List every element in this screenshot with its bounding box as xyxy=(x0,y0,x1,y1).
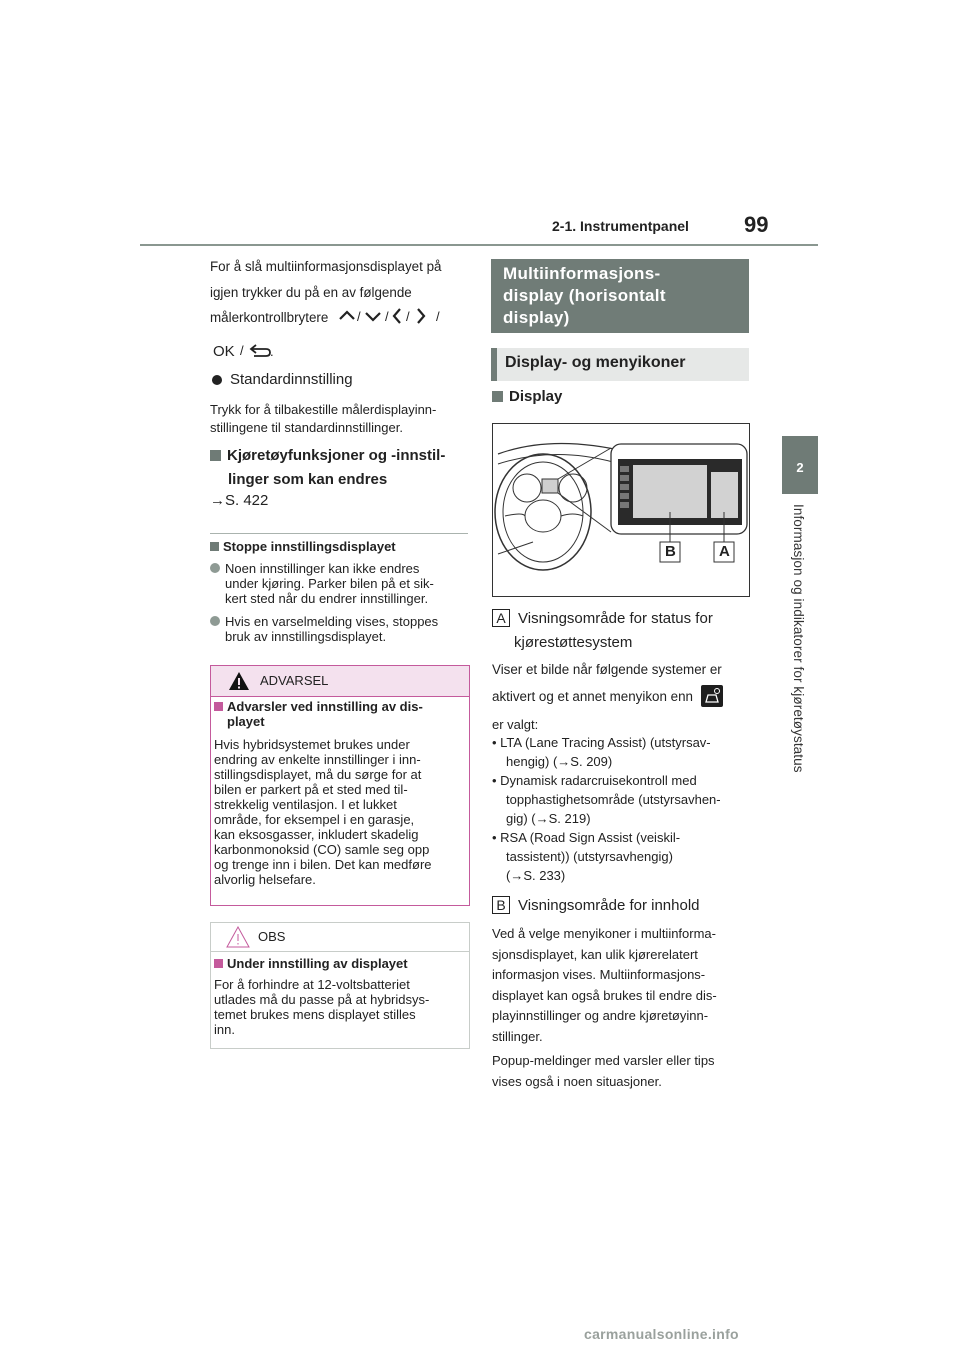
warning-line: område, for eksempel i en garasje, xyxy=(214,812,415,827)
notice-line: utlades må du passe på at hybridsys- xyxy=(214,992,430,1007)
a-text-2-line xyxy=(492,685,723,708)
warning-line: alvorlig helsefare. xyxy=(214,872,316,887)
notice-line: temet brukes mens displayet stilles xyxy=(214,1007,416,1022)
kj-ref-line xyxy=(210,492,268,509)
b-body xyxy=(492,924,717,1092)
caution-triangle-icon xyxy=(226,926,250,948)
b-line: informasjon vises. Multiinformasjons- xyxy=(492,967,706,982)
ok-back-line xyxy=(213,340,276,363)
stop-b1-line-2: under kjøring. Parker bilen på et sik- xyxy=(225,576,434,591)
warning-line: og trenge inn i bilen. Det kan medføre xyxy=(214,857,432,872)
square-bullet-icon xyxy=(210,542,219,551)
notice-title xyxy=(214,956,408,971)
a-list-item: topphastighetsområde (utstyrsavhen- xyxy=(506,792,721,807)
intro-line-1: For å slå multiinformasjonsdisplayet på xyxy=(210,259,442,274)
dot-bullet-icon xyxy=(210,616,220,626)
display-title: Display xyxy=(509,388,563,405)
warning-line: bilen er parkert på et sted med til- xyxy=(214,782,408,797)
kj-title-1: Kjøretøyfunksjoner og -innstil- xyxy=(227,447,446,464)
a-title-2: kjørestøttesystem xyxy=(514,634,633,651)
a-list-item: gig) (→S. 219) xyxy=(506,811,591,826)
warning-line: strekkelig ventilasjon. I et lukket xyxy=(214,797,397,812)
stop-bullet-1 xyxy=(210,561,434,606)
svg-text:/: / xyxy=(385,309,389,324)
kj-heading xyxy=(210,444,445,492)
intro-line-3-text: målerkontrollbrytere xyxy=(210,310,329,325)
std-text-1: Trykk for å tilbakestille målerdisplayinn- xyxy=(210,402,437,417)
notice-divider xyxy=(211,951,469,952)
notice-line: inn. xyxy=(214,1022,235,1037)
section-divider xyxy=(210,533,468,534)
b-line: displayet kan også brukes til endre dis- xyxy=(492,987,717,1003)
dot-bullet-icon xyxy=(210,563,220,573)
dashboard-drawing xyxy=(493,424,749,596)
notice-line: For å forhindre at 12-voltsbatteriet xyxy=(214,977,410,992)
b-line: sjonsdisplayet, kan ulik kjørerelatert xyxy=(492,946,698,962)
stop-b2-line-1: Hvis en varselmelding vises, stoppes xyxy=(225,614,439,629)
notice-title-text: Under innstilling av displayet xyxy=(227,956,408,971)
b-line: Ved å velge menyikoner i multiinforma- xyxy=(492,926,716,941)
a-list-item: • LTA (Lane Tracing Assist) (utstyrsav- xyxy=(492,735,711,750)
svg-text:/: / xyxy=(436,309,440,324)
b-line: stillinger. xyxy=(492,1028,543,1044)
chapter-tab: 2 xyxy=(782,436,818,494)
a-text-3: er valgt: xyxy=(492,717,539,732)
header-rule xyxy=(140,244,818,246)
ok-label: OK xyxy=(213,343,235,360)
subsection-heading-text: Display- og menyikoner xyxy=(505,354,686,371)
std-title: Standardinnstilling xyxy=(230,371,353,388)
heading-line-3: display) xyxy=(503,308,570,327)
warning-header xyxy=(211,666,469,697)
a-list-item: hengig) (→S. 209) xyxy=(506,754,613,769)
stop-title: Stoppe innstillingsdisplayet xyxy=(223,539,396,554)
std-text-2: stillingene til standardinnstillinger. xyxy=(210,420,403,435)
section-heading-bar xyxy=(491,259,749,333)
page-number: 99 xyxy=(744,212,769,237)
chapter-caption: Informasjon og indikatorer for kjøretøystatus xyxy=(791,504,806,773)
std-heading xyxy=(212,371,353,388)
watermark: carmanualsonline.info xyxy=(584,1326,739,1342)
warning-title-1: Advarsler ved innstilling av dis- xyxy=(227,699,423,714)
a-list-item: (→S. 233) xyxy=(506,868,566,883)
svg-text:.: . xyxy=(270,344,275,359)
a-list-item: • RSA (Road Sign Assist (veiskil- xyxy=(492,830,681,845)
chevron-right-icon xyxy=(418,309,424,323)
square-bullet-icon xyxy=(214,702,223,711)
section-title: 2-1. Instrumentpanel xyxy=(552,218,689,234)
display-heading xyxy=(492,388,562,405)
a-list xyxy=(492,733,721,885)
kj-ref: S. 422 xyxy=(225,492,269,509)
figure-label-a: A xyxy=(719,543,730,560)
figure-label-b: B xyxy=(665,543,676,560)
notice-body xyxy=(214,977,429,1037)
warning-title xyxy=(214,699,423,729)
warning-triangle-icon xyxy=(228,671,250,691)
square-bullet-icon xyxy=(214,959,223,968)
kj-title-2: linger som kan endres xyxy=(228,471,388,488)
svg-text:/: / xyxy=(357,309,361,324)
b-line: vises også i noen situasjoner. xyxy=(492,1073,662,1089)
a-text-1: Viser et bilde når følgende systemer er xyxy=(492,662,722,677)
a-list-item: • Dynamisk radarcruisekontroll med xyxy=(492,773,697,788)
warning-title-2: playet xyxy=(227,714,265,729)
subsection-heading-bar xyxy=(491,348,749,381)
heading-line-1: Multiinformasjons- xyxy=(503,264,661,283)
a-list-item: tassistent)) (utstyrsavhengig) xyxy=(506,849,673,864)
b-title: Visningsområde for innhold xyxy=(518,897,700,914)
label-box-b: B xyxy=(492,896,510,914)
b-line: Popup-meldinger med varsler eller tips xyxy=(492,1053,715,1068)
back-icon xyxy=(238,341,276,359)
warning-label: ADVARSEL xyxy=(260,673,329,688)
stop-b1-line-3: kert sted når du endrer innstillinger. xyxy=(225,591,429,606)
square-bullet-icon xyxy=(210,450,221,461)
label-box-a: A xyxy=(492,609,510,627)
bullet-icon xyxy=(212,375,222,385)
svg-text:/: / xyxy=(240,343,245,358)
chevron-down-icon xyxy=(366,313,380,320)
warning-body xyxy=(214,737,432,887)
notice-label: OBS xyxy=(258,929,286,944)
a-text-2: aktivert og et annet menyikon enn xyxy=(492,689,693,704)
warning-line: karbonmonoksid (CO) samle seg opp xyxy=(214,842,430,857)
svg-text:/: / xyxy=(406,309,410,324)
stop-heading xyxy=(210,539,396,554)
heading-line-2: display (horisontalt xyxy=(503,286,666,305)
chevron-left-icon xyxy=(394,309,400,323)
chevron-up-icon xyxy=(340,312,354,319)
intro-line-2: igjen trykker du på en av følgende xyxy=(210,285,412,300)
arrow-icon: → xyxy=(210,492,225,509)
a-heading xyxy=(492,607,713,655)
intro-line-3 xyxy=(210,306,446,329)
dashboard-illustration xyxy=(492,423,750,597)
b-line: playinnstillinger og andre kjøretøyinn- xyxy=(492,1008,709,1023)
square-bullet-icon xyxy=(492,391,503,402)
warning-line: stillingsdisplayet, må du sørge for at xyxy=(214,767,422,782)
stop-b1-line-1: Noen innstillinger kan ikke endres xyxy=(225,561,420,576)
warning-line: Hvis hybridsystemet brukes under xyxy=(214,737,410,752)
a-title-1: Visningsområde for status for xyxy=(518,610,713,627)
driving-assist-icon xyxy=(701,685,723,707)
b-heading xyxy=(492,896,700,914)
stop-bullet-2 xyxy=(210,614,438,644)
warning-line: kan eksosgasser, inkludert skadelig xyxy=(214,827,419,842)
stop-b2-line-2: bruk av innstillingsdisplayet. xyxy=(225,629,387,644)
meter-switch-icons xyxy=(336,306,446,326)
warning-line: endring av enkelte innstillinger i inn- xyxy=(214,752,421,767)
